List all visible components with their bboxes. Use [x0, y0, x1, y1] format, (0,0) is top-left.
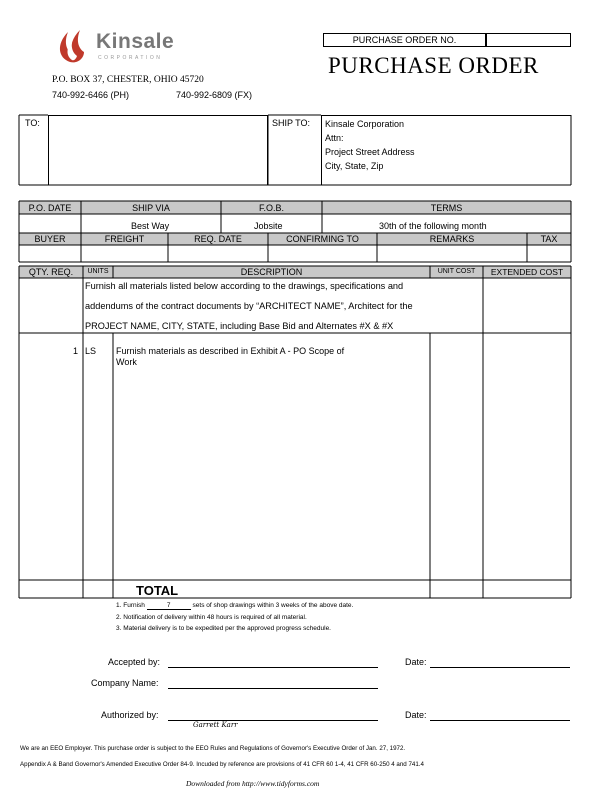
company-address: P.O. BOX 37, CHESTER, OHIO 45720 — [52, 75, 204, 85]
note-3: 3. Material delivery is to be expedited per the approved progress schedule. — [116, 625, 331, 632]
tax-header: TAX — [540, 234, 558, 244]
ship-via-value[interactable]: Best Way — [131, 221, 170, 231]
company-fax: 740-992-6809 (FX) — [176, 90, 253, 100]
accepted-by-label: Accepted by: — [108, 657, 161, 667]
company-phone: 740-992-6466 (PH) — [52, 90, 130, 100]
freight-header: FREIGHT — [104, 234, 145, 244]
date-label: Date: — [405, 657, 427, 667]
extended-cost-header: EXTENDED COST — [490, 267, 564, 277]
item-description-line: Furnish materials as described in Exhibit A - PO Scope of — [116, 346, 345, 356]
scope-intro-line: PROJECT NAME, CITY, STATE, including Base Bid and Alternates #X & #X — [85, 321, 394, 331]
company-name-label: Company Name: — [91, 678, 159, 688]
note-1-suffix: sets of shop drawings within 3 weeks of the above date. — [192, 602, 354, 609]
company-logo — [52, 26, 182, 66]
signer-signature: Garrett Karr — [193, 721, 238, 729]
download-source[interactable]: Downloaded from http://www.tidyforms.com — [186, 779, 320, 788]
company-name-line[interactable] — [168, 688, 378, 689]
note-1-prefix: 1. Furnish — [116, 602, 145, 609]
fob-header: F.O.B. — [258, 203, 284, 213]
po-number-field[interactable] — [486, 33, 571, 47]
buyer-header: BUYER — [34, 234, 66, 244]
scope-intro-line: addendums of the contract documents by “ARCHITECT NAME”, Architect for the — [85, 301, 413, 311]
po-number-label: PURCHASE ORDER NO. — [352, 35, 457, 45]
ship-via-header: SHIP VIA — [132, 203, 170, 213]
description-header: DESCRIPTION — [240, 267, 303, 277]
terms-value[interactable]: 30th of the following month — [379, 221, 487, 231]
units-header: UNITS — [87, 268, 109, 275]
date-label: Date: — [405, 710, 427, 720]
accepted-by-line[interactable] — [168, 667, 378, 668]
ship-to-line: Project Street Address — [325, 147, 415, 157]
company-name: Kinsale — [96, 30, 175, 53]
terms-header: TERMS — [430, 203, 463, 213]
date-line[interactable] — [430, 667, 570, 668]
logo-flame-icon — [52, 26, 97, 66]
eeo-statement: We are an EEO Employer. This purchase order is subject to the EEO Rules and Regulations of Governor's Executive Order of Jan. 27, 1972. — [20, 745, 406, 752]
company-tagline: CORPORATION — [98, 55, 163, 61]
note-1 — [116, 602, 353, 610]
ship-to-label: SHIP TO: — [272, 118, 311, 128]
authorized-by-label: Authorized by: — [101, 710, 159, 720]
note-1-count[interactable]: 7 — [147, 602, 191, 610]
to-label: TO: — [25, 118, 40, 128]
date-line[interactable] — [430, 720, 570, 721]
remarks-header: REMARKS — [429, 234, 475, 244]
qty-req-header: QTY. REQ. — [28, 267, 74, 277]
ship-to-line: City, State, Zip — [325, 161, 384, 171]
ship-to-line: Kinsale Corporation — [325, 119, 405, 129]
scope-intro-line: Furnish all materials listed below according to the drawings, specifications and — [85, 281, 404, 291]
ship-to-line: Attn: — [325, 133, 344, 143]
total-label: TOTAL — [136, 583, 179, 598]
unit-cost-header: UNIT COST — [437, 268, 476, 275]
fob-value[interactable]: Jobsite — [254, 221, 283, 231]
item-units: LS — [85, 346, 97, 356]
document-title: PURCHASE ORDER — [328, 53, 539, 78]
eeo-statement-continued: Appendix A & Band Governor's Amended Executive Order 84-9. Incuded by reference are provisions of 41 CFR 60 1-4, 41 CFR 60-250 4 and 741.4 — [20, 761, 424, 768]
to-field[interactable] — [48, 115, 268, 185]
confirming-to-header: CONFIRMING TO — [286, 234, 359, 244]
req-date-header: REQ. DATE — [194, 234, 242, 244]
item-description-line: Work — [116, 357, 137, 367]
po-date-header: P.O. DATE — [28, 203, 72, 213]
note-2: 2. Notification of delivery within 48 hours is required of all material. — [116, 614, 307, 621]
item-qty: 1 — [72, 346, 78, 356]
